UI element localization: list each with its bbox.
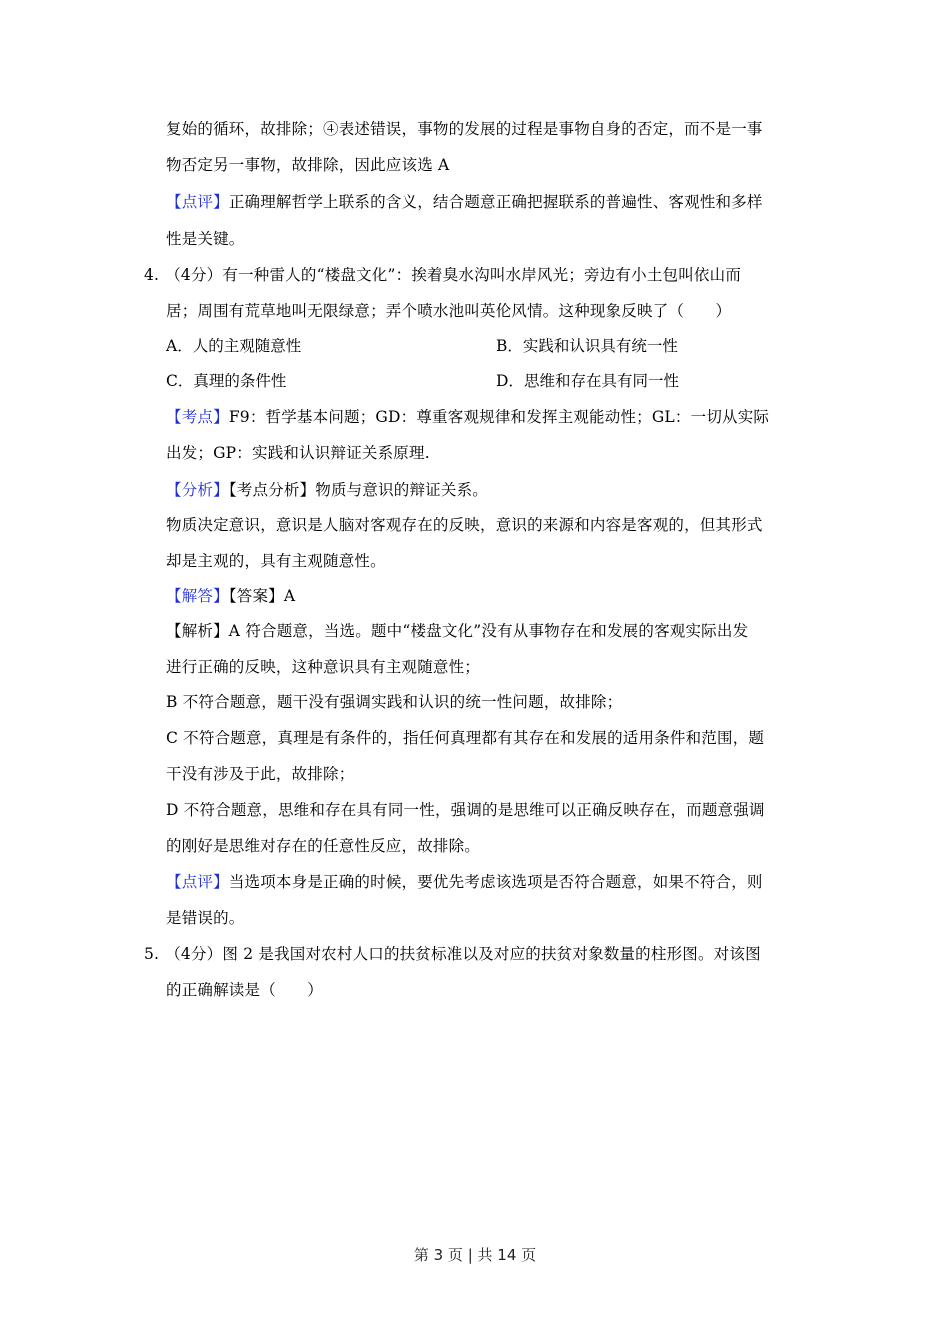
text-line: 性是关键。 [166,230,245,248]
dianping-text: 当选项本身是正确的时候，要优先考虑该选项是否符合题意，如果不符合，则 [228,873,763,891]
comment-text: 正确理解哲学上联系的含义，结合题意正确把握联系的普遍性、客观性和多样 [228,193,763,211]
question-text: （4分）有一种雷人的“楼盘文化”：挨着臭水沟叫水岸风光；旁边有小土包叫依山而 [165,266,742,284]
page-footer: 第 3 页 | 共 14 页 [413,1246,537,1264]
question-4-stem [144,263,741,285]
text-line: 居；周围有荒草地叫无限绿意；弄个喷水池叫英伦风情。这种现象反映了（ ） [166,302,732,320]
text-line: C 不符合题意，真理是有条件的，指任何真理都有其存在和发展的适用条件和范围，题 [166,729,765,747]
kaodian-line [166,405,769,427]
jieda-line [166,584,295,606]
comment-line [166,190,763,212]
text-line: 出发；GP：实践和认识辩证关系原理. [166,444,430,462]
text-line: 的正确解读是（ ） [166,981,324,999]
fenxi-label: 【分析】 [166,481,229,499]
text-line: 的刚好是思维对存在的任意性反应，故排除。 [166,837,481,855]
text-line: B 不符合题意，题干没有强调实践和认识的统一性问题，故排除； [166,693,623,711]
fenxi-text: 【考点分析】物质与意识的辩证关系。 [228,481,488,499]
text-line: 进行正确的反映，这种意识具有主观随意性； [166,658,481,676]
option-c [166,369,286,391]
option-a [166,334,301,356]
question-text: （4分）图 2 是我国对农村人口的扶贫标准以及对应的扶贫对象数量的柱形图。对该图 [165,945,761,963]
text-line: 【解析】A 符合题意，当选。题中“楼盘文化”没有从事物存在和发展的客观实际出发 [166,622,749,640]
fenxi-line [166,478,488,500]
text-line: 物质决定意识，意识是人脑对客观存在的反映，意识的来源和内容是客观的，但其形式 [166,516,763,534]
option-text: 实践和认识具有统一性 [522,337,678,355]
option-key: B． [496,337,523,355]
kaodian-label: 【考点】 [166,408,229,426]
option-text: 人的主观随意性 [192,337,302,355]
text-line: 却是主观的，具有主观随意性。 [166,552,386,570]
text-line: 物否定另一事物，故排除，因此应该选 A [166,156,450,174]
text-line: 复始的循环，故排除；④表述错误，事物的发展的过程是事物自身的否定，而不是一事 [166,120,763,138]
kaodian-text: F9：哲学基本问题；GD：尊重客观规律和发挥主观能动性；GL：一切从实际 [228,408,770,426]
text-line: 是错误的。 [166,909,245,927]
dianping-label: 【点评】 [166,873,229,891]
question-5-stem [144,942,761,964]
option-text: 思维和存在具有同一性 [523,372,679,390]
question-number: 5. [144,945,160,963]
text-line: 干没有涉及于此，故排除； [166,765,355,783]
option-key: A． [166,337,193,355]
jieda-label: 【解答】 [166,587,229,605]
dianping-line [166,870,763,892]
option-text: 真理的条件性 [193,372,287,390]
comment-label: 【点评】 [166,193,229,211]
option-key: D． [496,372,524,390]
option-b [496,334,678,356]
option-d [496,369,679,391]
text-line: D 不符合题意，思维和存在具有同一性，强调的是思维可以正确反映存在，而题意强调 [166,801,765,819]
option-key: C． [166,372,194,390]
question-number: 4. [144,266,160,284]
answer-text: 【答案】A [228,587,296,605]
